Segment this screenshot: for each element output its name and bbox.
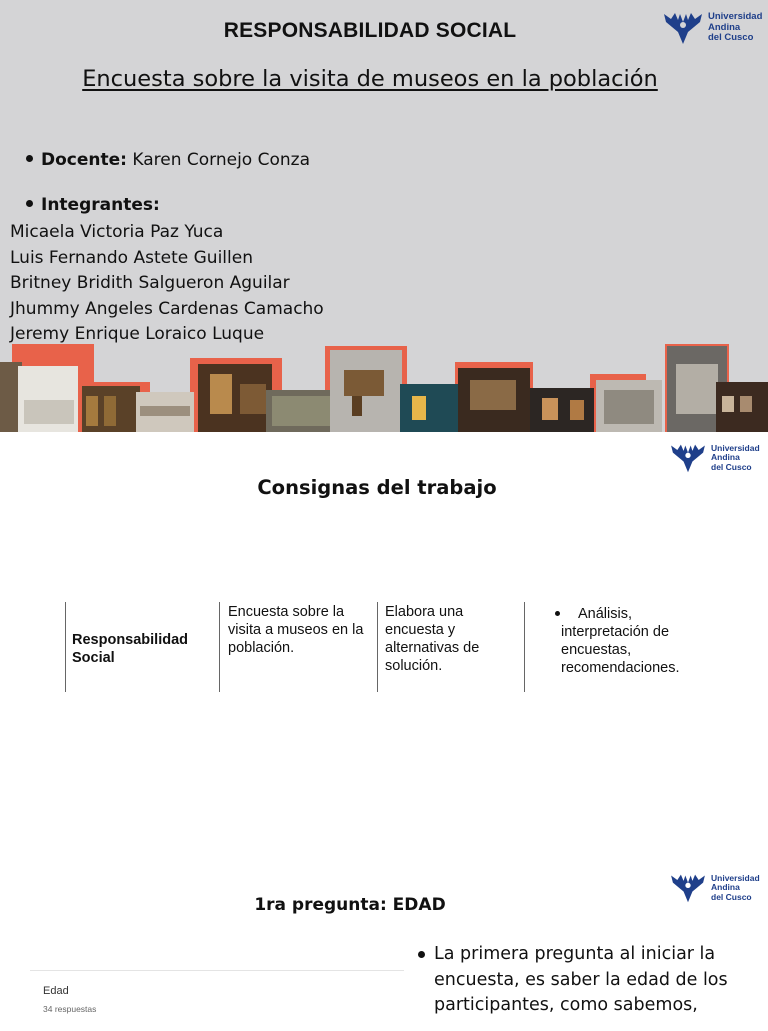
slide-title-heading: 1ra pregunta: EDAD [254,895,446,915]
slide-consignas [0,432,768,862]
logo-line-1: Universidad [711,872,760,883]
integrantes-line [26,195,160,215]
explanation-text: La primera pregunta al iniciar la encuesta, es saber la edad de los participantes, como sabemos, [434,944,728,1015]
consigna-column-2: Encuesta sobre la visita a museos en la población. [228,604,364,656]
docente-label: Docente: [41,150,127,170]
museum-photo-strip [0,340,768,432]
docente-line [26,150,310,170]
logo-line-3: del Cusco [711,461,752,472]
bullet-icon [26,155,33,162]
consigna-column-4 [561,605,711,677]
university-logo [663,10,762,46]
member-name: Jhummy Angeles Cardenas Camacho [10,298,324,319]
members-list [10,220,324,348]
column-divider [65,602,66,692]
docente-value: Karen Cornejo Conza [126,150,311,170]
condor-logo-icon [663,10,703,46]
member-name: Luis Fernando Astete Guillen [10,247,253,268]
slide-title-heading: RESPONSABILIDAD SOCIAL [223,19,517,42]
member-name: Britney Bridith Salgueron Aguilar [10,273,290,293]
column-divider [524,602,525,692]
logo-line-3: del Cusco [708,32,754,44]
consigna-column-4-text: Análisis, interpretación de encuestas, recomendaciones. [561,606,680,676]
column-divider [219,602,220,692]
consigna-column-1: Responsabilidad Social [72,632,189,666]
column-divider [377,602,378,692]
bullet-icon [555,611,560,616]
bullet-icon [418,951,425,958]
forms-chart-card [30,970,404,1031]
logo-line-2: Andina [711,882,740,893]
consigna-column-3: Elabora una encuesta y alternativas de solución. [385,604,480,674]
slide-subtitle: Encuesta sobre la visita de museos en la población [82,66,658,92]
member-name: Jeremy Enrique Loraico Luque [10,324,265,344]
logo-line-3: del Cusco [711,891,752,902]
condor-logo-icon [670,442,706,474]
slide-title [0,0,768,432]
slide-title-heading: Consignas del trabajo [257,476,497,499]
member-name: Micaela Victoria Paz Yuca [10,222,224,242]
integrantes-label: Integrantes: [41,195,160,215]
chart-title: Edad [43,985,69,997]
logo-line-1: Universidad [711,442,760,453]
logo-line-1: Universidad [708,11,763,23]
chart-responses-count: 34 respuestas [43,1004,97,1014]
slide-pregunta-1 [0,862,768,1024]
logo-line-2: Andina [708,21,741,33]
bullet-icon [26,200,33,207]
logo-line-2: Andina [711,452,740,463]
explanation-bullet [418,942,758,1019]
university-logo [670,442,760,474]
